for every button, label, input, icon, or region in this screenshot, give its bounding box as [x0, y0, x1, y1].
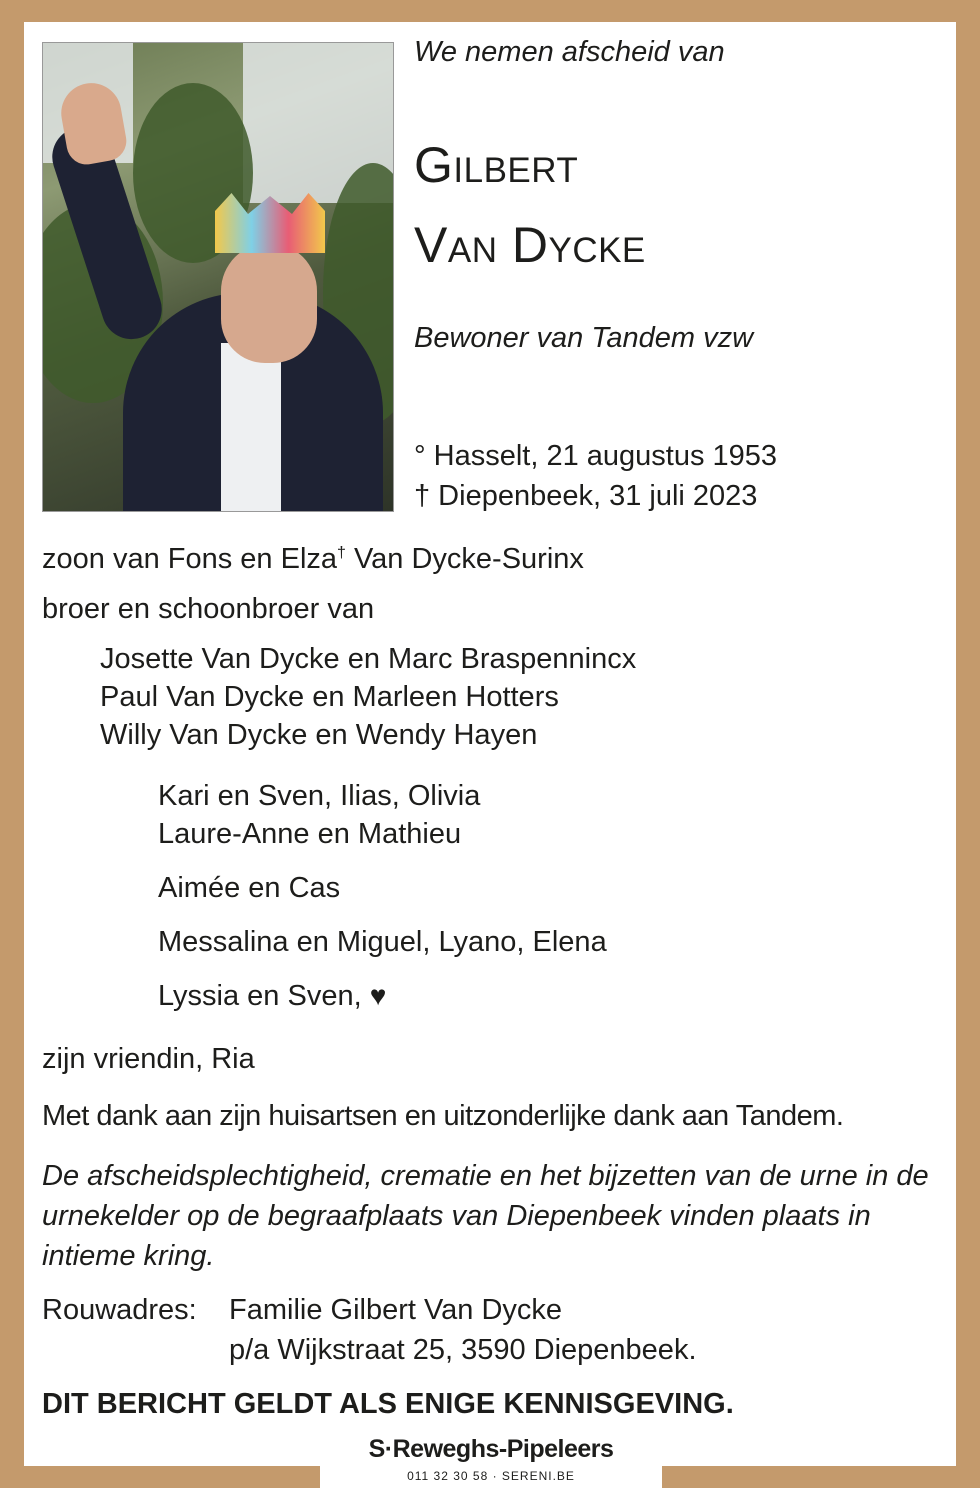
niece-line: Laure-Anne en Mathieu [158, 818, 462, 850]
address-line: Familie Gilbert Van Dycke [229, 1294, 563, 1326]
intro-text: We nemen afscheid van [414, 36, 725, 68]
niece-line: Lyssia en Sven, ♥ [158, 980, 387, 1012]
funeral-home-name: S·Reweghs-Pipeleers [368, 1435, 614, 1463]
friend-line: zijn vriendin, Ria [42, 1043, 255, 1075]
last-name: Van Dycke [414, 217, 646, 273]
portrait-photo [42, 42, 394, 512]
notice-text: DIT BERICHT GELDT ALS ENIGE KENNISGEVING. [42, 1388, 734, 1420]
sereni-logo-icon: S [368, 1435, 385, 1463]
sibling-line: Paul Van Dycke en Marleen Hotters [100, 681, 559, 713]
ceremony-text: De afscheidsplechtigheid, crematie en het bijzetten van de urne in de urnekelder op de begraafplaats van Diepenbeek vinden plaats in intieme kring. [42, 1160, 929, 1273]
siblings-intro: broer en schoonbroer van [42, 593, 375, 625]
niece-line: Messalina en Miguel, Lyano, Elena [158, 926, 607, 958]
birth-line: ° Hasselt, 21 augustus 1953 [414, 440, 778, 472]
death-line: † Diepenbeek, 31 juli 2023 [414, 480, 758, 512]
resident-text: Bewoner van Tandem vzw [414, 322, 754, 354]
son-of-line: zoon van Fons en Elza† Van Dycke-Surinx [42, 543, 584, 575]
funeral-home-footer [320, 1431, 662, 1488]
sibling-line: Willy Van Dycke en Wendy Hayen [100, 719, 538, 751]
address-label: Rouwadres: [42, 1294, 197, 1326]
first-name: Gilbert [414, 137, 579, 193]
niece-line: Kari en Sven, Ilias, Olivia [158, 780, 481, 812]
heart-icon: ♥ [369, 980, 387, 1011]
niece-line: Aimée en Cas [158, 872, 341, 904]
funeral-home-contact: 011 32 30 58 · SERENI.BE [407, 1469, 575, 1483]
sibling-line: Josette Van Dycke en Marc Braspennincx [100, 643, 637, 675]
address-line: p/a Wijkstraat 25, 3590 Diepenbeek. [229, 1334, 697, 1366]
thanks-text: Met dank aan zijn huisartsen en uitzonderlijke dank aan Tandem. [42, 1100, 844, 1132]
